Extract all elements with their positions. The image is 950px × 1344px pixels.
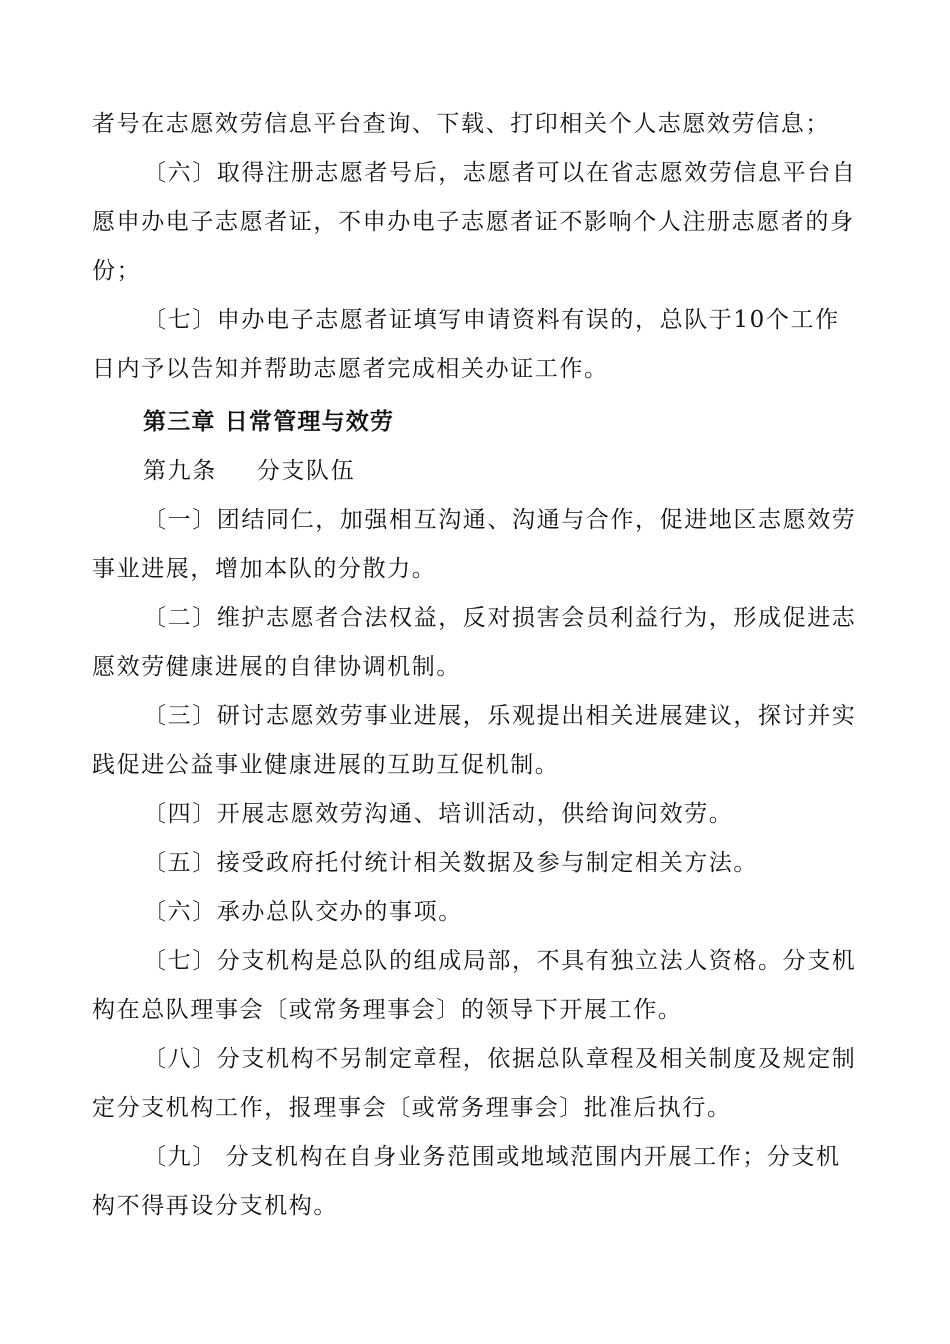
- list-item: 〔六〕承办总队交办的事项。: [143, 899, 463, 925]
- list-item: 〔三〕研讨志愿效劳事业进展，乐观提出相关进展建议，探讨并实践促进公益事业健康进展的互助互促机制。: [92, 703, 857, 778]
- list-item: 〔二〕维护志愿者合法权益，反对损害会员利益行为，形成促进志愿效劳健康进展的自律协调机制。: [92, 605, 857, 680]
- paragraph-item-7: 〔七〕申办电子志愿者证填写申请资料有误的，总队于10个工作日内予以告知并帮助志愿者完成相关办证工作。: [92, 307, 840, 382]
- list-item: 〔一〕团结同仁，加强相互沟通、沟通与合作，促进地区志愿效劳事业进展，增加本队的分散力。: [92, 507, 857, 582]
- list-item: 〔八〕分支机构不另制定章程，依据总队章程及相关制度及规定制定分支机构工作，报理事会〔或常务理事会〕批准后执行。: [92, 1046, 857, 1121]
- list-item: 〔四〕开展志愿效劳沟通、培训活动，供给询问效劳。: [143, 801, 734, 827]
- paragraph-item-6: 〔六〕取得注册志愿者号后，志愿者可以在省志愿效劳信息平台自愿申办电子志愿者证，不申办电子志愿者证不影响个人注册志愿者的身份；: [92, 160, 857, 284]
- list-item: 〔五〕接受政府托付统计相关数据及参与制定相关方法。: [143, 850, 758, 876]
- list-item: 〔七〕分支机构是总队的组成局部，不具有独立法人资格。分支机构在总队理事会〔或常务理事会〕的领导下开展工作。: [92, 948, 857, 1023]
- article-title: 分支队伍: [256, 458, 356, 484]
- paragraph-continuation: 者号在志愿效劳信息平台查询、下载、打印相关个人志愿效劳信息；: [92, 111, 830, 137]
- chapter-title: 第三章 日常管理与效劳: [143, 409, 395, 435]
- article-heading: [92, 447, 858, 496]
- article-number: 第九条: [143, 458, 217, 484]
- list-item: 〔九〕 分支机构在自身业务范围或地域范围内开展工作；分支机构不得再设分支机构。: [92, 1144, 841, 1219]
